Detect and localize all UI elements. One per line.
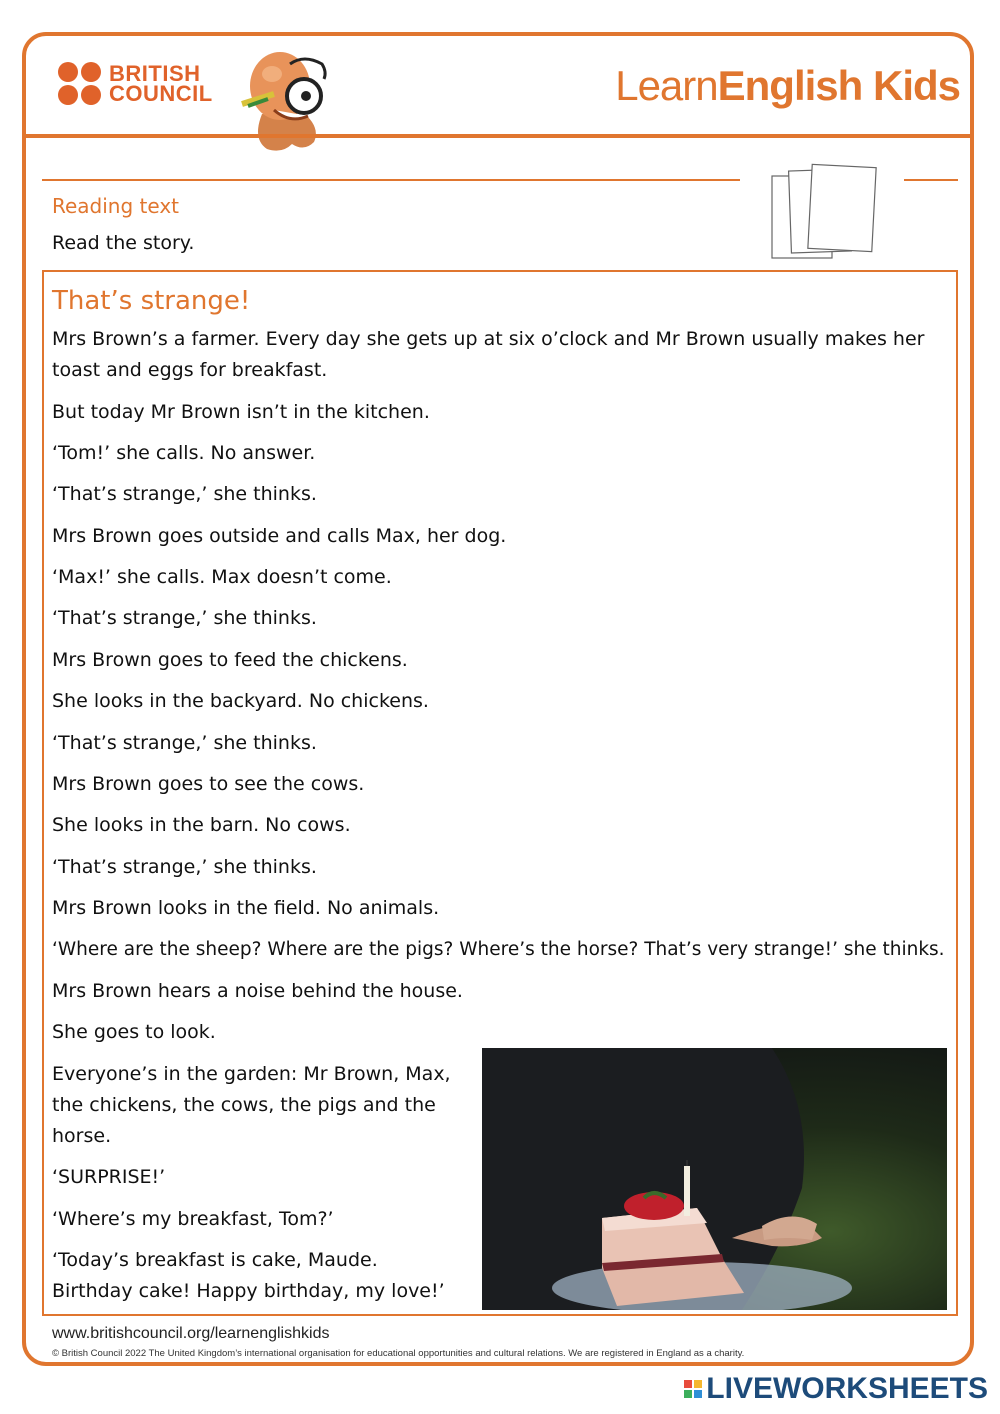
- story-paragraph: But today Mr Brown isn’t in the kitchen.: [52, 401, 430, 423]
- story-title: That’s strange!: [52, 286, 251, 316]
- story-paragraph: She looks in the barn. No cows.: [52, 814, 351, 836]
- liveworksheets-text: LIVEWORKSHEETS: [706, 1372, 988, 1405]
- story-paragraph: ‘That’s strange,’ she thinks.: [52, 483, 317, 505]
- story-paragraph: ‘That’s strange,’ she thinks.: [52, 856, 317, 878]
- header-divider: [26, 134, 974, 138]
- story-paragraph: Mrs Brown goes outside and calls Max, her dog.: [52, 525, 507, 547]
- liveworksheets-watermark: [684, 1372, 988, 1406]
- story-paragraph: She goes to look.: [52, 1021, 216, 1043]
- british-council-line1: BRITISH: [109, 60, 201, 86]
- liveworksheets-logo-icon: [684, 1380, 702, 1398]
- story-paragraph: ‘That’s strange,’ she thinks.: [52, 607, 317, 629]
- section-divider-right: [904, 179, 958, 181]
- british-council-logo: [58, 62, 213, 105]
- brand-bold: English Kids: [717, 62, 960, 109]
- story-paragraph: ‘SURPRISE!’: [52, 1166, 166, 1188]
- story-paragraph: Mrs Brown goes to feed the chickens.: [52, 649, 408, 671]
- footer-copyright: © British Council 2022 The United Kingdom’s international organisation for educational opportunities and cultural relations. We are registered in England as a charity.: [52, 1348, 745, 1359]
- brand-light: Learn: [615, 62, 718, 109]
- instruction-text: Read the story.: [52, 232, 195, 254]
- story-paragraph: ‘Today’s breakfast is cake, Maude. Birthday cake! Happy birthday, my love!’: [52, 1249, 445, 1302]
- worksheet-papers-icon: [768, 162, 880, 262]
- story-paragraph: Mrs Brown’s a farmer. Every day she gets up at six o’clock and Mr Brown usually makes her toast and eggs for breakfast.: [52, 328, 925, 381]
- footer-url[interactable]: www.britishcouncil.org/learnenglishkids: [52, 1325, 330, 1342]
- story-paragraph: ‘That’s strange,’ she thinks.: [52, 732, 317, 754]
- section-divider-left: [42, 179, 740, 181]
- story-paragraph: Mrs Brown goes to see the cows.: [52, 773, 365, 795]
- story-paragraph: Mrs Brown looks in the field. No animals.: [52, 897, 440, 919]
- story-paragraph: Everyone’s in the garden: Mr Brown, Max, the chickens, the cows, the pigs and the horse.: [52, 1063, 451, 1147]
- british-council-dots-icon: [58, 62, 101, 105]
- story-paragraph: ‘Where’s my breakfast, Tom?’: [52, 1208, 334, 1230]
- story-paragraph: ‘Where are the sheep? Where are the pigs? Where’s the horse? That’s very strange!’ she thinks.: [52, 939, 945, 960]
- british-council-line2: COUNCIL: [109, 80, 213, 106]
- section-label: Reading text: [52, 194, 180, 218]
- story-paragraph: ‘Max!’ she calls. Max doesn’t come.: [52, 566, 392, 588]
- birthday-cake-photo: [482, 1048, 947, 1310]
- story-paragraph: She looks in the backyard. No chickens.: [52, 690, 429, 712]
- story-paragraph: Mrs Brown hears a noise behind the house.: [52, 980, 463, 1002]
- story-paragraph: ‘Tom!’ she calls. No answer.: [52, 442, 316, 464]
- learnenglish-kids-logo: [615, 62, 960, 110]
